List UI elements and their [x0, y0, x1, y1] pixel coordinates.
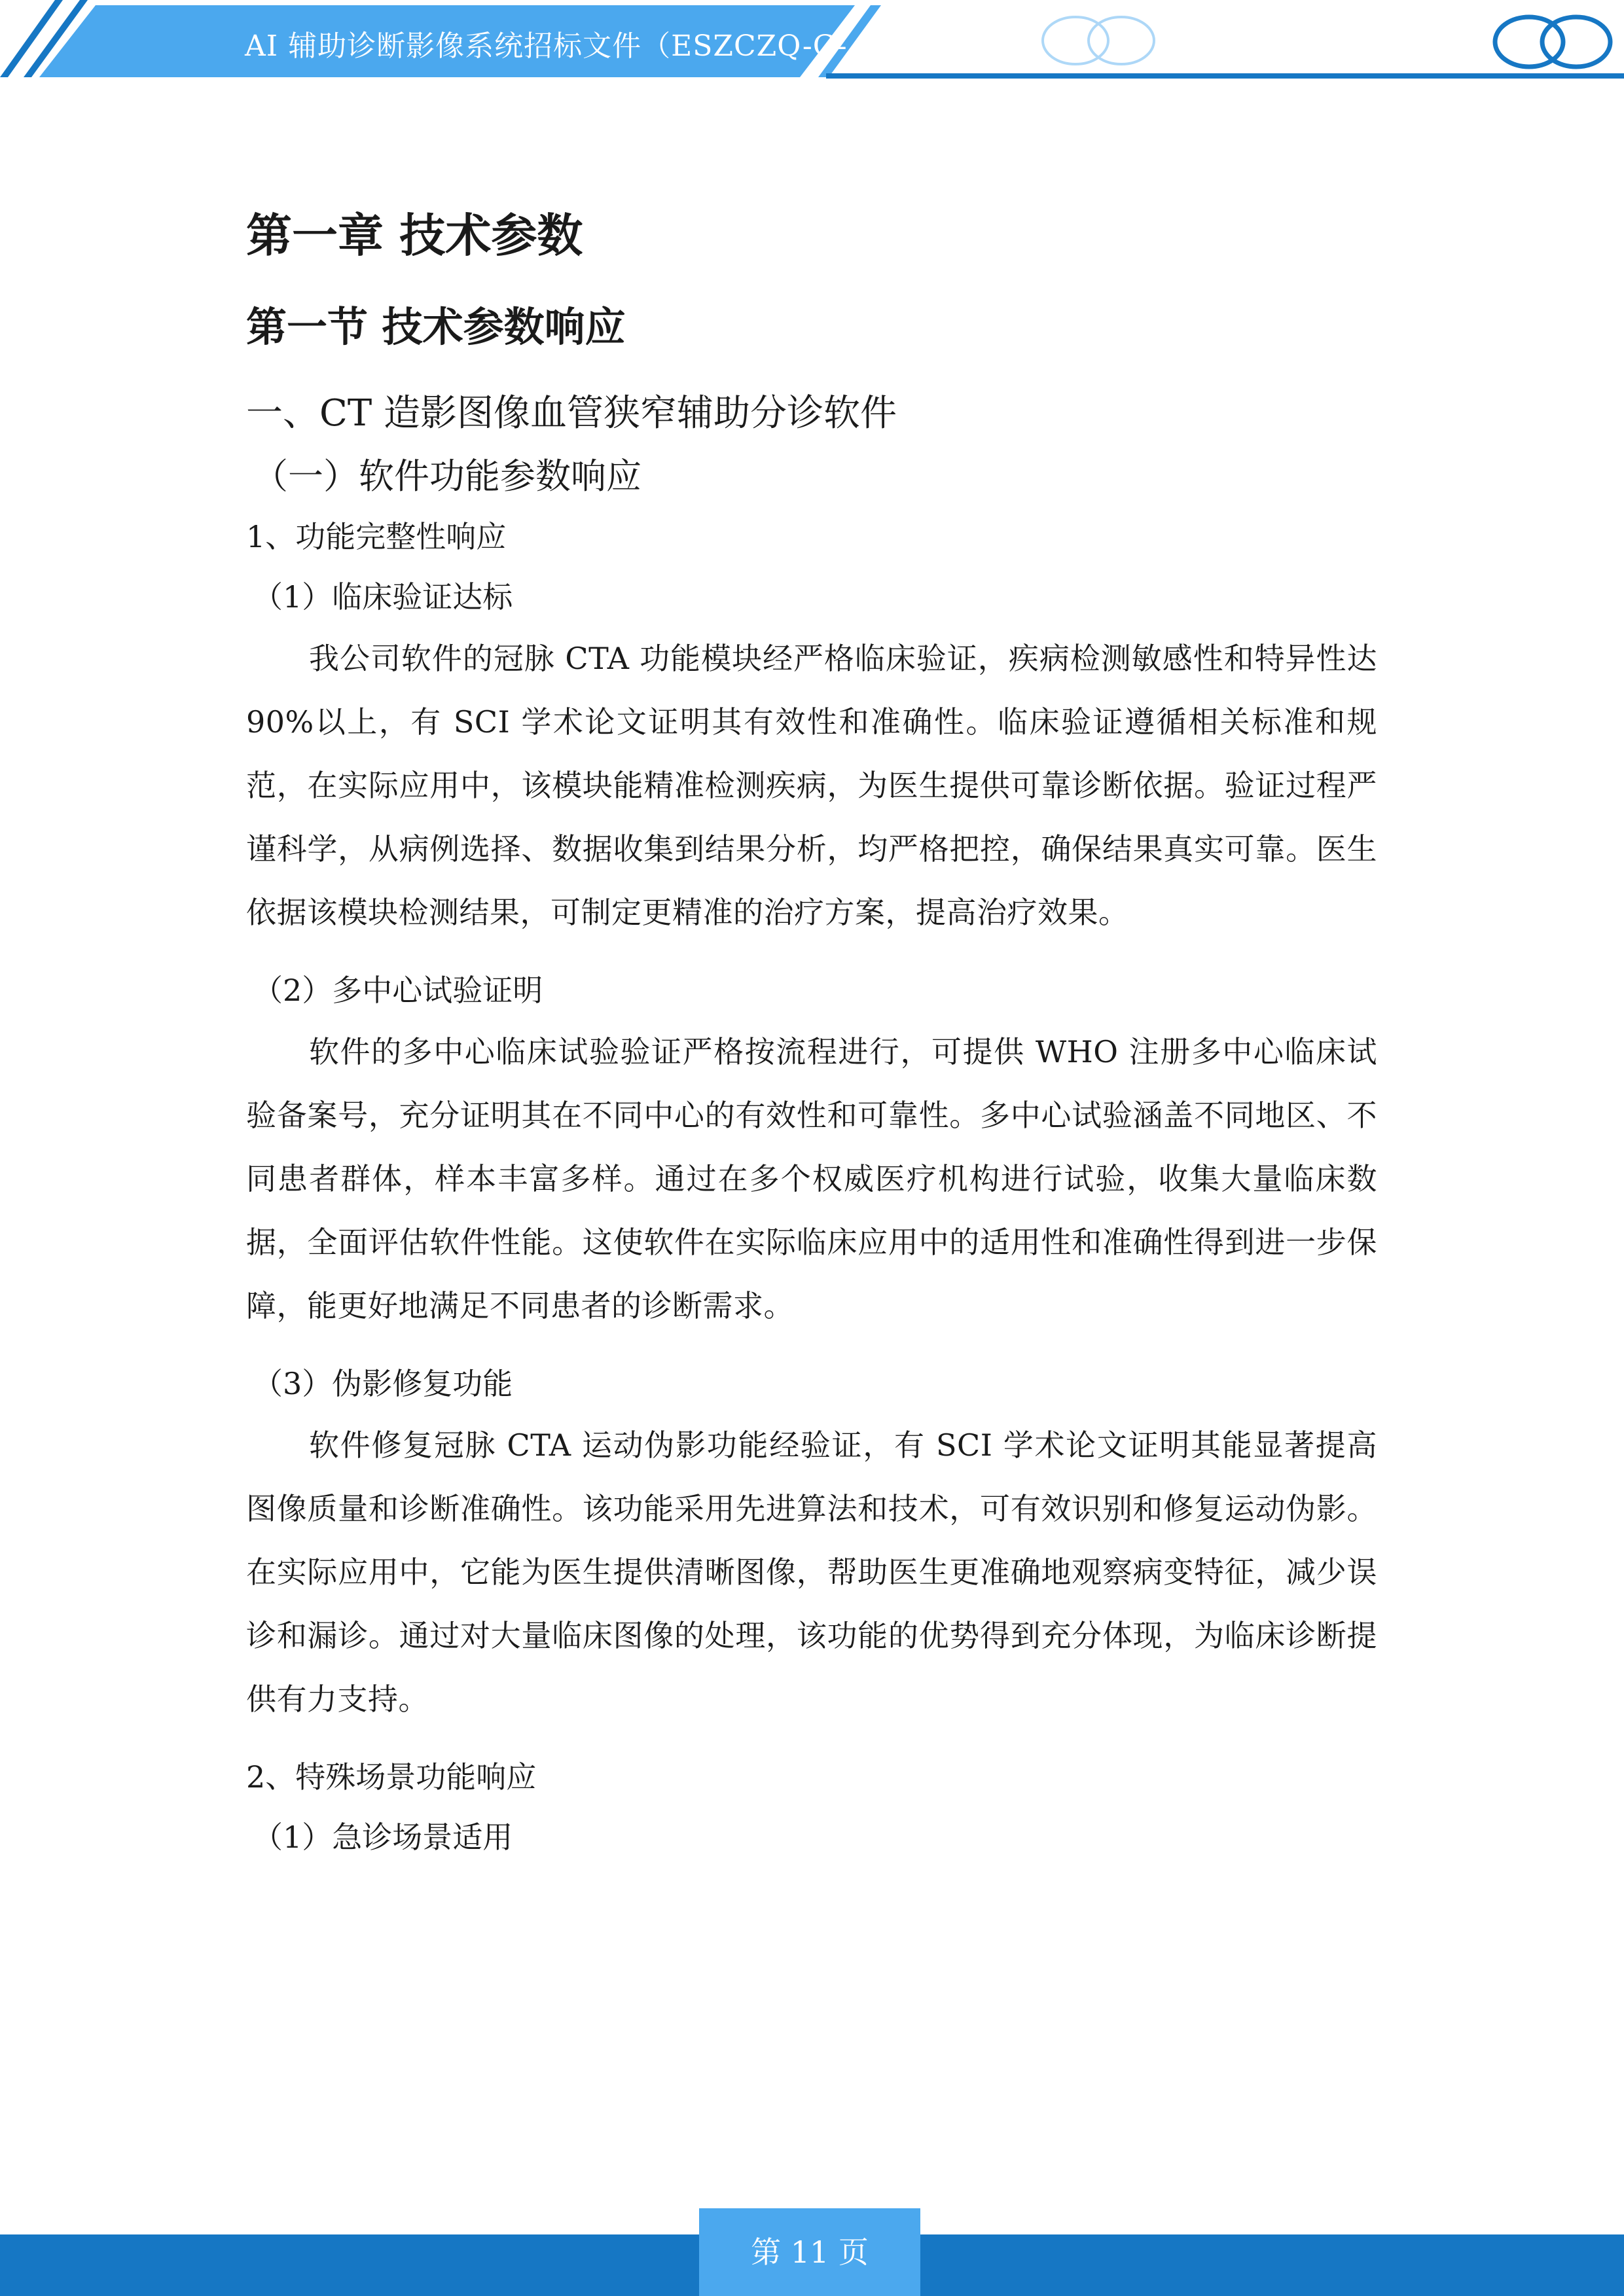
heading-special-scenarios: 2、特殊场景功能响应	[246, 1759, 537, 1795]
item-label-multicenter-trial: （2）多中心试验证明	[253, 973, 543, 1008]
section-title: 第一节 技术参数响应	[246, 303, 626, 351]
double-ring-logo-icon	[1495, 17, 1610, 67]
chapter-title: 第一章 技术参数	[246, 208, 583, 262]
ghost-logo-icon	[1043, 17, 1154, 64]
part-title: （一）软件功能参数响应	[253, 456, 641, 497]
item-label-artifact-repair: （3）伪影修复功能	[253, 1366, 513, 1401]
paragraph-clinical-validation: 我公司软件的冠脉 CTA 功能模块经严格临床验证，疾病检测敏感性和特异性达 90%以上，有 SCI 学术论文证明其有效性和准确性。临床验证遵循相关标准和规范，在实际应用中，该模块能精准检测疾病，为医生提供可靠诊断依据。验证过程严谨科学，从病例选择、数据收集到结果分析，均严格把控，确保结果真实可靠。医生依据该模块检测结果，可制定更精准的治疗方案，提高治疗效果。	[246, 641, 1377, 930]
item-label-clinical-validation: （1）临床验证达标	[253, 579, 513, 615]
document-body	[246, 196, 1377, 1867]
document-title: AI 辅助诊断影像系统招标文件（ESZCZQ-G-	[245, 29, 848, 63]
subsection-title: 一、CT 造影图像血管狭窄辅助分诊软件	[246, 392, 897, 435]
paragraph-artifact-repair: 软件修复冠脉 CTA 运动伪影功能经验证，有 SCI 学术论文证明其能显著提高图像质量和诊断准确性。该功能采用先进算法和技术，可有效识别和修复运动伪影。在实际应用中，它能为医生提供清晰图像，帮助医生更准确地观察病变特征，减少误诊和漏诊。通过对大量临床图像的处理，该功能的优势得到充分体现，为临床诊断提供有力支持。	[246, 1427, 1377, 1717]
item-label-emergency-scenario: （1）急诊场景适用	[253, 1820, 513, 1855]
heading-functional-completeness: 1、功能完整性响应	[246, 519, 507, 554]
page-number: 第 11 页	[699, 2208, 920, 2296]
header-rule	[826, 73, 1624, 79]
paragraph-multicenter-trial: 软件的多中心临床试验验证严格按流程进行，可提供 WHO 注册多中心临床试验备案号，充分证明其在不同中心的有效性和可靠性。多中心试验涵盖不同地区、不同患者群体，样本丰富多样。通过在多个权威医疗机构进行试验，收集大量临床数据，全面评估软件性能。这使软件在实际临床应用中的适用性和准确性得到进一步保障，能更好地满足不同患者的诊断需求。	[246, 1034, 1377, 1323]
page-header	[0, 0, 1624, 85]
